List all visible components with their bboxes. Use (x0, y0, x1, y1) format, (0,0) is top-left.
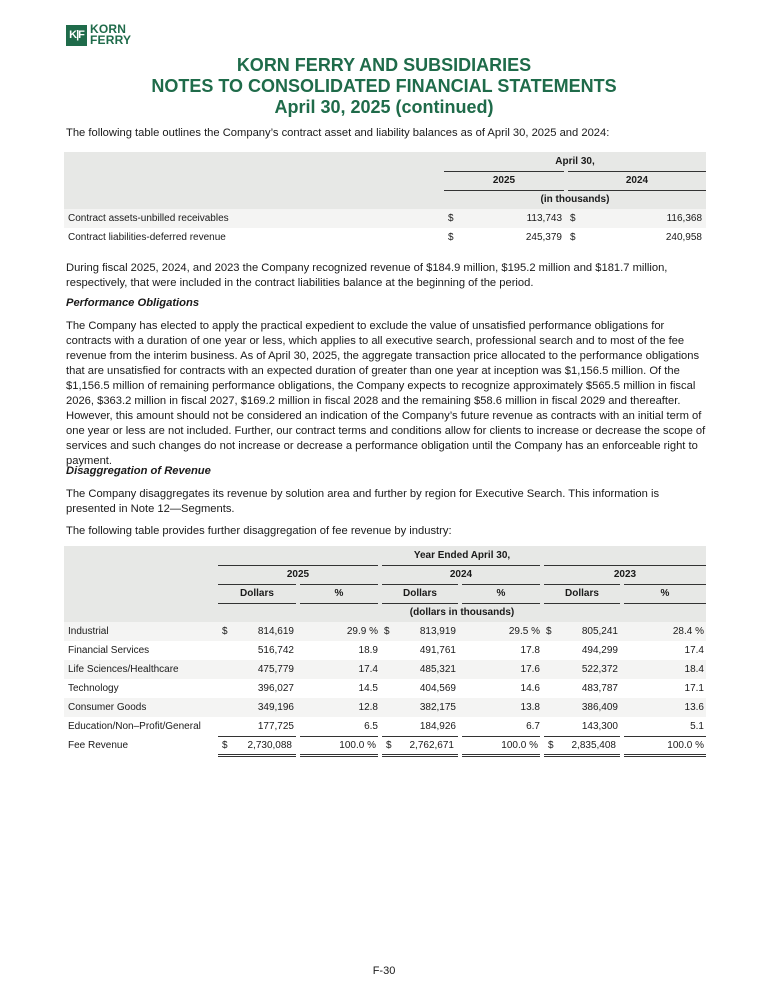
currency-symbol (380, 698, 398, 717)
percent-value: 5.1 (690, 720, 704, 732)
table-row (64, 641, 706, 660)
value-2024: 240,958 (665, 232, 702, 243)
dollars-value: 483,787 (581, 683, 618, 694)
dollars-value: 485,321 (398, 660, 460, 679)
value-2025: 113,743 (462, 209, 566, 228)
header-april-30: April 30, (444, 152, 706, 171)
header-year-2024: 2024 (566, 171, 706, 190)
dollars-value: 475,779 (236, 660, 298, 679)
header-dollars-2025: Dollars (218, 584, 298, 603)
header-year-2025: 2025 (444, 171, 566, 190)
currency-symbol (218, 641, 236, 660)
table-row (64, 209, 706, 228)
currency-symbol: $ (218, 736, 236, 755)
dollars-value: 396,027 (257, 683, 294, 694)
currency-symbol: $ (542, 622, 560, 641)
table-row (64, 228, 706, 247)
table-row (64, 622, 706, 641)
percent-value: 17.6 (460, 660, 542, 679)
percent-total: 100.0 % (298, 736, 380, 755)
currency-symbol (380, 717, 398, 736)
currency-symbol: $ (448, 232, 454, 243)
table-row (64, 660, 706, 679)
dollars-value: 522,372 (560, 660, 622, 679)
row-label: Consumer Goods (64, 698, 218, 717)
logo-wordmark (90, 24, 131, 46)
currency-symbol (542, 641, 560, 660)
header-year-2025: 2025 (218, 565, 380, 584)
header-units: (in thousands) (444, 190, 706, 209)
title-line-2: NOTES TO CONSOLIDATED FINANCIAL STATEMENTS (151, 76, 617, 96)
currency-symbol: $ (444, 209, 462, 228)
row-label: Financial Services (68, 645, 150, 656)
row-label: Life Sciences/Healthcare (64, 660, 218, 679)
header-pct-2023: % (622, 584, 706, 603)
contract-balances-table (64, 152, 706, 247)
currency-symbol: $ (542, 736, 560, 755)
page-title (0, 55, 768, 118)
percent-value: 28.4 % (622, 622, 706, 641)
dollars-total: 2,730,088 (236, 736, 298, 755)
percent-value: 17.8 (520, 645, 540, 656)
row-label: Technology (68, 683, 119, 694)
performance-obligations-paragraph: The Company has elected to apply the practical expedient to exclude the value of unsatisfied performance obligations for contracts with a duration of one year or less, which applies to all executive search, professional search and to most of the fee revenue from the interim business. As of April 30, 2025, the aggregate transaction price allocated to the performance obligations that are unsatisfied for contracts with an expected duration of greater than one year at inception was $1,156.5 million. Of the $1,156.5 million of remaining performance obligations, the Company expects to recognize approximately $565.5 million in fiscal 2026, $363.2 million in fiscal 2027, $169.2 million in fiscal 2028 and the remaining $58.6 million in fiscal 2029 and thereafter. However, this amount should not be considered an indication of the Company’s future revenue as contracts with an initial term of one year or less are not included. Further, our contract terms and conditions allow for clients to increase or decrease the scope of services and such changes do not increase or decrease a performance obligation until the Company has an enforceable right to payment. (66, 320, 706, 467)
currency-symbol (218, 698, 236, 717)
dollars-value: 516,742 (257, 645, 294, 656)
percent-value: 17.4 (684, 645, 704, 656)
currency-symbol: $ (218, 622, 236, 641)
value-2025: 245,379 (525, 232, 562, 243)
dollars-value: 143,300 (581, 720, 618, 732)
heading-performance-obligations: Performance Obligations (66, 297, 200, 309)
logo-line-2: FERRY (90, 33, 132, 47)
currency-symbol (380, 679, 398, 698)
value-2024: 116,368 (584, 209, 706, 228)
percent-value: 13.6 (622, 698, 706, 717)
row-label: Education/Non–Profit/General (68, 721, 201, 732)
row-label: Industrial (64, 622, 218, 641)
currency-symbol: $ (380, 622, 398, 641)
revenue-recognized-paragraph: During fiscal 2025, 2024, and 2023 the Company recognized revenue of $184.9 million, $195.2 million and $181.7 million, respectively, that were included in the contract liabilities balance at the beginning of the period. (66, 262, 668, 289)
percent-total: 100.0 % (460, 736, 542, 755)
company-logo (66, 24, 131, 46)
percent-value: 18.4 (622, 660, 706, 679)
currency-symbol (218, 717, 236, 736)
dollars-value: 494,299 (581, 645, 618, 656)
currency-symbol: $ (566, 209, 584, 228)
currency-symbol (218, 679, 236, 698)
table-row (64, 679, 706, 698)
currency-symbol (542, 679, 560, 698)
dollars-total: 2,835,408 (560, 736, 622, 755)
currency-symbol (218, 660, 236, 679)
header-year-2024: 2024 (380, 565, 542, 584)
dollars-value: 184,926 (419, 720, 456, 732)
dollars-value: 805,241 (560, 622, 622, 641)
percent-value: 6.7 (526, 720, 540, 732)
header-dollars-2024: Dollars (380, 584, 460, 603)
percent-value: 14.5 (358, 683, 378, 694)
currency-symbol: $ (380, 736, 398, 755)
korn-ferry-logo-icon: K|F (66, 25, 87, 46)
percent-value: 29.5 % (460, 622, 542, 641)
intro-paragraph-1: The following table outlines the Company’s contract asset and liability balances as of April 30, 2025 and 2024: (66, 127, 610, 139)
percent-value: 17.1 (684, 683, 704, 694)
dollars-value: 349,196 (236, 698, 298, 717)
dollars-value: 404,569 (419, 683, 456, 694)
percent-value: 13.8 (460, 698, 542, 717)
page-number: F-30 (372, 965, 396, 977)
row-label: Contract assets-unbilled receivables (64, 209, 444, 228)
dollars-value: 491,761 (419, 645, 456, 656)
row-label: Fee Revenue (68, 740, 129, 751)
dollars-total: 2,762,671 (398, 736, 460, 755)
currency-symbol (542, 698, 560, 717)
table-row (64, 698, 706, 717)
intro-paragraph-2: The following table provides further disaggregation of fee revenue by industry: (66, 525, 452, 537)
row-label: Contract liabilities-deferred revenue (68, 232, 226, 243)
header-pct-2024: % (460, 584, 542, 603)
title-line-1: KORN FERRY AND SUBSIDIARIES (236, 55, 532, 75)
dollars-value: 386,409 (560, 698, 622, 717)
total-row (64, 736, 706, 755)
dollars-value: 814,619 (236, 622, 298, 641)
percent-value: 18.9 (358, 645, 378, 656)
currency-symbol: $ (570, 232, 576, 243)
fee-revenue-by-industry-table (64, 546, 706, 757)
percent-total: 100.0 % (622, 736, 706, 755)
percent-value: 29.9 % (298, 622, 380, 641)
currency-symbol (542, 660, 560, 679)
header-pct-2025: % (298, 584, 380, 603)
disaggregation-paragraph: The Company disaggregates its revenue by solution area and further by region for Executive Search. This information is presented in Note 12—Segments. (66, 488, 660, 515)
percent-value: 17.4 (298, 660, 380, 679)
currency-symbol (380, 641, 398, 660)
currency-symbol (380, 660, 398, 679)
table-row (64, 717, 706, 736)
header-year-2023: 2023 (542, 565, 706, 584)
header-dollars-2023: Dollars (542, 584, 622, 603)
currency-symbol (542, 717, 560, 736)
percent-value: 12.8 (298, 698, 380, 717)
dollars-value: 177,725 (257, 720, 294, 732)
header-units: (dollars in thousands) (218, 603, 706, 622)
percent-value: 14.6 (520, 683, 540, 694)
dollars-value: 382,175 (398, 698, 460, 717)
percent-value: 6.5 (364, 720, 378, 732)
header-year-ended: Year Ended April 30, (218, 546, 706, 565)
dollars-value: 813,919 (398, 622, 460, 641)
heading-disaggregation: Disaggregation of Revenue (66, 465, 211, 477)
title-line-3: April 30, 2025 (continued) (274, 97, 494, 117)
logo-line-1: KORN (90, 22, 127, 36)
